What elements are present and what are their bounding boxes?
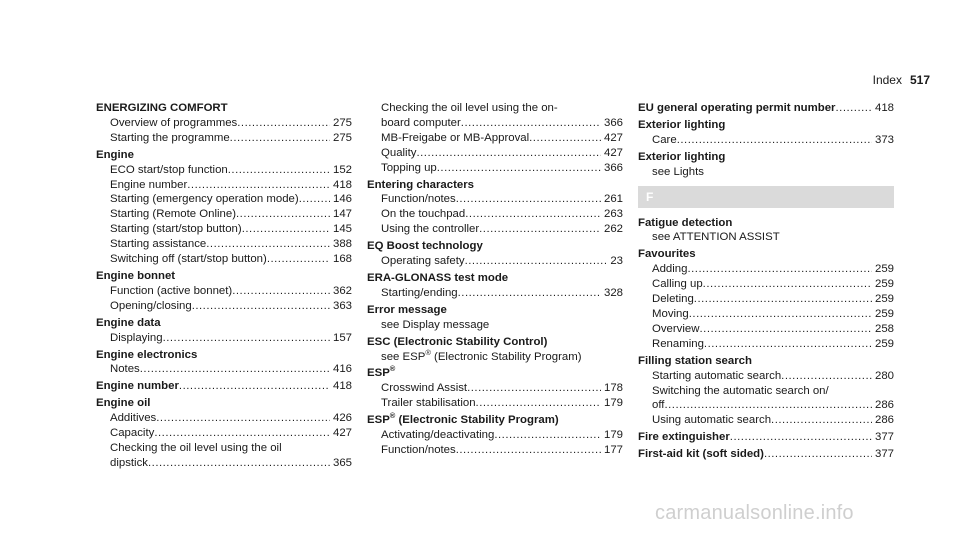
index-heading: Fatigue detection xyxy=(638,216,733,229)
entry-text: dipstick xyxy=(110,456,148,469)
entry-text: Displaying xyxy=(110,331,163,344)
page-ref[interactable]: 23 xyxy=(610,255,623,268)
entry-text: Overview of programmes xyxy=(110,116,238,129)
index-entry[interactable] xyxy=(638,398,894,413)
entry-text: Trailer stabilisation xyxy=(381,397,476,410)
entry-text: board computer xyxy=(381,116,461,129)
page-ref[interactable]: 262 xyxy=(603,223,623,236)
index-entry-line: Switching the automatic search on/ xyxy=(652,384,829,397)
index-entry[interactable] xyxy=(96,178,352,193)
entry-text: Starting automatic search xyxy=(652,369,782,382)
index-entry[interactable] xyxy=(96,237,352,252)
index-entry-line: Checking the oil level using the oil xyxy=(110,441,282,454)
index-entry[interactable] xyxy=(367,222,623,237)
index-entry[interactable] xyxy=(96,252,352,267)
heading-text: ESP xyxy=(367,367,390,380)
index-heading: EQ Boost technology xyxy=(367,240,483,253)
page-ref[interactable]: 261 xyxy=(603,193,623,206)
index-entry[interactable] xyxy=(638,277,894,292)
page-ref[interactable]: 179 xyxy=(603,429,623,442)
heading-text: (Electronic Stability Program) xyxy=(395,414,559,427)
index-column-2 xyxy=(367,101,623,458)
page-ref[interactable]: 286 xyxy=(874,414,894,427)
page-ref[interactable]: 152 xyxy=(332,163,352,176)
page-ref[interactable]: 426 xyxy=(332,412,352,425)
index-heading: Error message xyxy=(367,303,447,316)
entry-text: Crosswind Assist xyxy=(381,382,468,395)
index-entry[interactable] xyxy=(96,284,352,299)
entry-text: Care xyxy=(652,133,677,146)
index-entry[interactable] xyxy=(638,322,894,337)
page-ref[interactable]: 418 xyxy=(332,380,352,393)
index-heading: Engine bonnet xyxy=(96,269,176,282)
see-text: see ESP xyxy=(381,350,426,363)
entry-text: Opening/closing xyxy=(110,299,192,312)
page-ref[interactable]: 147 xyxy=(332,208,352,221)
index-heading-entry[interactable] xyxy=(638,101,894,116)
index-entry[interactable] xyxy=(96,163,352,178)
page-ref[interactable]: 275 xyxy=(332,131,352,144)
index-column-1 xyxy=(96,101,352,471)
entry-text: Operating safety xyxy=(381,255,465,268)
page-ref[interactable]: 418 xyxy=(874,102,894,114)
registered-mark: ® xyxy=(425,347,431,357)
see-text: (Electronic Stability Program) xyxy=(430,350,582,363)
index-heading: Engine data xyxy=(96,316,161,329)
entry-text: Starting/ending xyxy=(381,286,458,299)
index-entry[interactable] xyxy=(638,369,894,384)
registered-mark: ® xyxy=(389,364,396,374)
page-ref[interactable]: 177 xyxy=(603,443,623,456)
index-entry[interactable] xyxy=(367,286,623,301)
see-reference[interactable]: see Lights xyxy=(652,165,704,178)
index-entry[interactable] xyxy=(96,426,352,441)
header-section: Index xyxy=(872,73,902,87)
index-heading: Exterior lighting xyxy=(638,150,726,163)
entry-text: Calling up xyxy=(652,278,703,291)
index-heading: ESC (Electronic Stability Control) xyxy=(367,335,548,348)
page-ref[interactable]: 263 xyxy=(603,208,623,221)
entry-text: Function/notes xyxy=(381,443,456,456)
entry-text: EU general operating permit number xyxy=(638,102,836,114)
index-entry[interactable] xyxy=(96,411,352,426)
entry-text: Starting assistance xyxy=(110,238,207,251)
index-heading: ERA-GLONASS test mode xyxy=(367,271,509,284)
index-entry[interactable] xyxy=(96,207,352,222)
index-entry[interactable] xyxy=(367,428,623,443)
index-heading-entry[interactable] xyxy=(638,430,894,445)
page-ref[interactable]: 157 xyxy=(332,331,352,344)
page-ref[interactable]: 366 xyxy=(603,161,623,174)
page-number: 517 xyxy=(909,73,930,87)
entry-text: Engine number xyxy=(96,380,179,393)
index-entry[interactable] xyxy=(638,413,894,428)
page-ref[interactable]: 365 xyxy=(332,456,352,469)
index-entry[interactable] xyxy=(638,262,894,277)
entry-text: Starting the programme xyxy=(110,131,230,144)
page-header xyxy=(820,73,930,87)
entry-text: off xyxy=(652,399,665,412)
page-ref[interactable]: 377 xyxy=(874,431,894,444)
index-heading-entry[interactable] xyxy=(96,379,352,394)
entry-text: Renaming xyxy=(652,337,704,350)
index-entry[interactable] xyxy=(96,331,352,346)
see-reference[interactable] xyxy=(367,347,623,365)
page-ref[interactable]: 179 xyxy=(603,397,623,410)
entry-text: Moving xyxy=(652,307,689,320)
letter-section-bar xyxy=(638,186,894,208)
index-entry[interactable] xyxy=(367,443,623,458)
page-ref[interactable]: 275 xyxy=(332,116,352,129)
index-entry[interactable] xyxy=(96,299,352,314)
index-entry[interactable] xyxy=(367,381,623,396)
page-ref[interactable]: 418 xyxy=(332,178,352,191)
entry-text: Overview xyxy=(652,322,700,335)
entry-text: Activating/deactivating xyxy=(381,429,495,442)
page-ref[interactable]: 259 xyxy=(874,307,894,320)
index-heading: ENERGIZING COMFORT xyxy=(96,102,228,114)
entry-text: Function (active bonnet) xyxy=(110,284,233,297)
see-reference[interactable]: see Display message xyxy=(381,318,490,331)
see-reference[interactable]: see ATTENTION ASSIST xyxy=(652,231,780,244)
index-heading xyxy=(367,413,623,428)
page-ref[interactable]: 427 xyxy=(603,146,623,159)
index-entry[interactable] xyxy=(96,131,352,146)
index-entry[interactable] xyxy=(96,362,352,377)
index-entry[interactable] xyxy=(367,207,623,222)
page-ref[interactable]: 427 xyxy=(332,427,352,440)
entry-text: Quality xyxy=(381,146,417,159)
index-heading: Engine xyxy=(96,148,134,161)
index-entry[interactable] xyxy=(96,456,352,471)
index-column-3 xyxy=(638,101,894,462)
index-entry[interactable] xyxy=(638,307,894,322)
entry-text: Adding xyxy=(652,263,688,276)
entry-text: Switching off (start/stop button) xyxy=(110,253,267,266)
entry-text: Engine number xyxy=(110,178,188,191)
page-ref[interactable]: 362 xyxy=(332,284,352,297)
page-ref[interactable]: 258 xyxy=(874,322,894,335)
page-ref[interactable]: 373 xyxy=(874,133,894,146)
index-entry[interactable] xyxy=(367,116,623,131)
entry-text: Topping up xyxy=(381,161,437,174)
site-watermark: carmanualsonline.info xyxy=(655,502,854,524)
page-ref[interactable]: 145 xyxy=(332,223,352,236)
page-ref[interactable]: 328 xyxy=(603,286,623,299)
page-ref[interactable]: 259 xyxy=(874,293,894,306)
entry-text: First-aid kit (soft sided) xyxy=(638,448,764,461)
entry-text: Using automatic search xyxy=(652,414,772,427)
page-ref[interactable]: 280 xyxy=(874,369,894,382)
index-entry[interactable] xyxy=(96,116,352,131)
page-ref[interactable]: 286 xyxy=(874,399,894,412)
page-ref[interactable]: 146 xyxy=(332,193,352,206)
page-ref[interactable]: 178 xyxy=(603,382,623,395)
index-entry[interactable] xyxy=(638,337,894,352)
index-entry[interactable] xyxy=(96,192,352,207)
registered-mark: ® xyxy=(389,411,396,421)
page-ref[interactable]: 259 xyxy=(874,263,894,276)
index-entry[interactable] xyxy=(96,222,352,237)
page-ref[interactable]: 388 xyxy=(332,238,352,251)
index-entry[interactable] xyxy=(367,192,623,207)
index-entry[interactable] xyxy=(367,254,623,269)
entry-text: On the touchpad xyxy=(381,208,466,221)
section-letter: F xyxy=(646,189,654,204)
index-heading xyxy=(367,366,623,381)
entry-text: Capacity xyxy=(110,427,155,440)
entry-text: Using the controller xyxy=(381,223,480,236)
entry-text: Starting (emergency operation mode) xyxy=(110,193,299,206)
entry-text: Starting (start/stop button) xyxy=(110,223,242,236)
page-ref[interactable]: 259 xyxy=(874,337,894,350)
page-ref[interactable]: 366 xyxy=(603,116,623,129)
index-heading: Engine oil xyxy=(96,397,151,410)
index-heading: Filling station search xyxy=(638,354,752,367)
index-heading-entry[interactable] xyxy=(638,447,894,462)
page-ref[interactable]: 377 xyxy=(874,448,894,461)
index-entry[interactable] xyxy=(367,131,623,146)
heading-text: ESP xyxy=(367,414,390,427)
index-heading: Favourites xyxy=(638,248,696,261)
entry-text: Fire extinguisher xyxy=(638,431,730,444)
index-entry[interactable] xyxy=(638,292,894,307)
entry-text: ECO start/stop function xyxy=(110,163,228,176)
index-entry[interactable] xyxy=(367,161,623,176)
index-heading: Engine electronics xyxy=(96,348,198,361)
index-entry[interactable] xyxy=(367,396,623,411)
entry-text: MB-Freigabe or MB-Approval xyxy=(381,131,530,144)
page-ref[interactable]: 259 xyxy=(874,278,894,291)
entry-text: Deleting xyxy=(652,293,694,306)
index-entry[interactable] xyxy=(367,146,623,161)
page-ref[interactable]: 168 xyxy=(332,253,352,266)
entry-text: Function/notes xyxy=(381,193,456,206)
page-ref[interactable]: 363 xyxy=(332,299,352,312)
entry-text: Notes xyxy=(110,363,140,376)
entry-text: Starting (Remote Online) xyxy=(110,208,236,221)
index-heading: Exterior lighting xyxy=(638,118,726,131)
index-entry-line: Checking the oil level using the on- xyxy=(381,102,558,114)
index-entry[interactable] xyxy=(638,133,894,148)
page-ref[interactable]: 416 xyxy=(332,363,352,376)
index-heading: Entering characters xyxy=(367,178,474,191)
entry-text: Additives xyxy=(110,412,157,425)
page-ref[interactable]: 427 xyxy=(603,131,623,144)
